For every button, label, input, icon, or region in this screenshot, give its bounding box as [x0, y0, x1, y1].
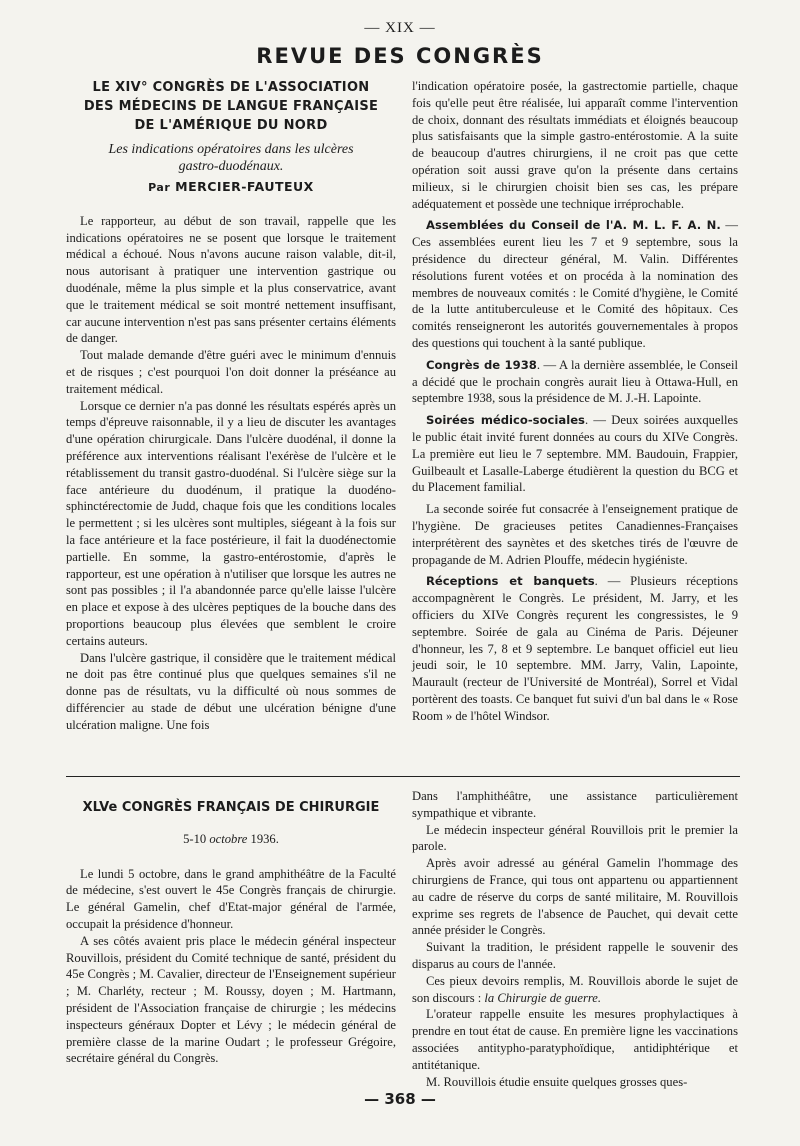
paragraph: Dans l'ulcère gastrique, il considère que le traitement médical ne doit pas être continué plus que quelques semaines s'il ne donne pas de résultats, vu la difficulté où nous sommes de différencier au stade de début une ulcération bénigne d'une ulcération maligne. Une fois [66, 650, 396, 732]
date-month: octobre [209, 831, 248, 846]
section-text: . — Plusieurs réceptions accompagnèrent le Congrès. Le président, M. Jarry, et les officiers du XIVe Congrès reçurent les congressistes, le 9 septembre. Soirée de gala au Cinéma de Paris. Déjeuner d'honneur, les 7, 8 et 9 septembre. Le banquet officiel eut lieu jeudi soir, le 10 septembre. MM. Jarry, Valin, Lapointe, Maurault (recteur de l'Université de Montréal), Sorrel et Vidal portèrent des toasts. Ce banquet fut suivi d'un bal dans le « Rose Room » de l'hôtel Windsor. [412, 574, 738, 723]
article2-right-column [412, 788, 738, 1090]
section-title: REVUE DES CONGRÈS [256, 44, 544, 68]
section-lead: Réceptions et banquets [426, 574, 595, 589]
paragraph: Suivant la tradition, le président rappelle le souvenir des disparus au cours de l'année. [412, 940, 738, 971]
paragraph: Le médecin inspecteur général Rouvillois prit le premier la parole. [412, 822, 738, 854]
date-day: 5-10 [183, 831, 207, 846]
section-text: — Ces assemblées eurent lieu les 7 et 9 septembre, sous la présidence du directeur général, M. Valin. Différentes résolutions furent votées et on procéda à la nomination des membres de nouveaux comités : le Comité d'hygiène, le Comité de la lutte antituberculeuse et le Comité des hôpitaux. Ces comités renseigneront les autorités gouvernementales à propos des questions qui touchent à la santé publique. [412, 218, 738, 350]
section-paragraph [412, 217, 738, 351]
paragraph: Après avoir adressé au général Gamelin l'hommage des chirurgiens de France, qui tous ont appartenu ou appartiennent au cadre de réserve du corps de santé militaire, M. Rouvillois exprime ses regrets de l'absence de Pauchet, qui devait cette année présider le Congrès. [412, 856, 738, 938]
article2-title: XLVe CONGRÈS FRANÇAIS DE CHIRURGIE [82, 800, 380, 815]
section-number: — XIX — [364, 20, 436, 36]
paragraph [412, 973, 738, 1007]
paragraph: L'orateur rappelle ensuite les mesures prophylactiques à prendre en tout état de cause. En première ligne les vaccinations associées antitypho-paratyphoïdique, antidiphtérique et antitétanique. [412, 1007, 738, 1072]
article1-left-column [66, 78, 396, 734]
article1-title-line: DE L'AMÉRIQUE DU NORD [134, 118, 328, 133]
paragraph: l'indication opératoire posée, la gastrectomie partielle, chaque fois qu'elle peut être réalisée, lui apparaît comme l'intervention de choix, donnant des résultats immédiats et éloignés beaucoup plus satisfaisants que la simple gastro-entérostomie. A la suite de beaucoup d'autres chirurgiens, il ne croit pas que cette opération soit aussi grave qu'on la présente dans certains milieux, si le chirurgien choisit bien ses cas, les prépare adéquatement et possède une technique irréprochable. [412, 79, 738, 211]
byline-author: MERCIER-FAUTEUX [175, 179, 314, 194]
article1-subtitle-line: gastro-duodénaux. [178, 159, 284, 174]
section-text: La seconde soirée fut consacrée à l'enseignement pratique de l'hygiène. De gracieuses petites Canadiennes-Françaises interprétèrent des saynètes et des sketches tirés de l'œuvre de propagande de M. Adrien Plouffe, médecin hygiéniste. [412, 502, 738, 567]
section-text: . — Deux soirées auxquelles le public était invité furent données au cours du XIVe Congrès. La première eut lieu le 7 septembre. MM. Baudouin, Frappier, Guilbeault et Lasalle-Laberge étudièrent la question du BCG et du Placement familial. [412, 413, 738, 495]
discours-subject: la Chirurgie de guerre. [484, 990, 602, 1005]
byline-prefix: Par [148, 181, 171, 194]
article1-title [66, 78, 396, 135]
article1-subtitle-line: Les indications opératoires dans les ulcères [108, 142, 354, 157]
paragraph: M. Rouvillois étudie ensuite quelques grosses ques- [426, 1074, 688, 1089]
section-divider [66, 776, 740, 777]
article2-date [66, 831, 396, 848]
paragraph: Dans l'amphithéâtre, une assistance particulièrement sympathique et vibrante. [412, 789, 738, 820]
article1-right-column [412, 78, 738, 724]
discours-text: Ces pieux devoirs remplis, M. Rouvillois aborde le sujet de son discours : [412, 973, 738, 1005]
section-lead: Assemblées du Conseil de l'A. M. L. F. A. N. [426, 218, 721, 233]
article1-subtitle [66, 141, 396, 175]
page-number: — 368 — [364, 1090, 436, 1108]
section-paragraph [412, 412, 738, 496]
paragraph: Tout malade demande d'être guéri avec le minimum d'ennuis et de risques ; c'est pourquoi l'on doit donner la préséance au traitement médical. [66, 348, 396, 396]
paragraph: Lorsque ce dernier n'a pas donné les résultats espérés après un temps d'épreuve raisonnable, il y a lieu de discuter les avantages d'une opération chirurgicale. Dans l'ulcère duodénal, il donne la préférence aux interventions réalisant l'exérèse de l'ulcère et le rétablissement du transit gastro-duodénal. Si l'ulcère siège sur la face antérieure du duodénum, il pratique la duodéno-sphinctérectomie de Judd, chaque fois que les conditions locales le permettent ; si les ulcères sont multiples, siégeant à la fois sur la face antérieure et la face postérieure, il fait la duodénectomie partielle. En somme, la gastro-entérostomie, d'après le rapporteur, est une opération à n'utiliser que lorsque les autres ne sont pas possibles ; il l'a abandonnée parce qu'elle laisse l'ulcère en place et expose à des ulcères peptiques de la bouche dans des proportions beaucoup plus élevées que semblent le croire certains auteurs. [66, 398, 396, 648]
paragraph: A ses côtés avaient pris place le médecin général inspecteur Rouvillois, président du Comité technique de santé, président du 45e Congrès ; M. Cavalier, directeur de l'Enseignement supérieur ; M. Charléty, recteur ; M. Roussy, doyen ; M. Hartmann, président de l'Association française de chirurgie ; les médecins inspecteurs généraux Dopter et Lévy ; le médecin général de première classe de la marine Oudart ; le professeur Grégoire, secrétaire général du Congrès. [66, 933, 396, 1066]
article1-title-line: DES MÉDECINS DE LANGUE FRANÇAISE [83, 99, 379, 114]
section-lead: Soirées médico-sociales [426, 413, 585, 428]
section-paragraph [412, 501, 738, 568]
section-text: . — A la dernière assemblée, le Conseil a décidé que le prochain congrès aurait lieu à Ottawa-Hull, en septembre 1938, sous la présidence de M. J.-H. Lapointe. [412, 357, 739, 406]
section-paragraph [412, 357, 738, 407]
article2-left-column [66, 800, 396, 1067]
section-lead: Congrès de 1938 [426, 357, 537, 372]
article1-title-line: LE XIV° CONGRÈS DE L'ASSOCIATION [92, 80, 370, 95]
paragraph: Le lundi 5 octobre, dans le grand amphithéâtre de la Faculté de médecine, s'est ouvert le 45e Congrès français de chirurgie. Le général Gamelin, chef d'Etat-major général de l'armée, occupait la présidence d'honneur. [66, 866, 396, 931]
date-year: 1936. [250, 831, 279, 846]
paragraph: Le rapporteur, au début de son travail, rappelle que les indications opératoires ne se posent que lorsque le traitement médical a échoué. Nous n'avons aucune raison valable, dit-il, nous autorisant à pratiquer une intervention gastrique ou duodénale, même la plus simple et la plus conservatrice, avant que le traitement médical se soit montré nettement insuffisant, car aucune intervention n'est pas sans présenter certains éléments de danger. [66, 213, 396, 346]
section-paragraph [412, 573, 738, 724]
article1-byline [66, 179, 396, 197]
